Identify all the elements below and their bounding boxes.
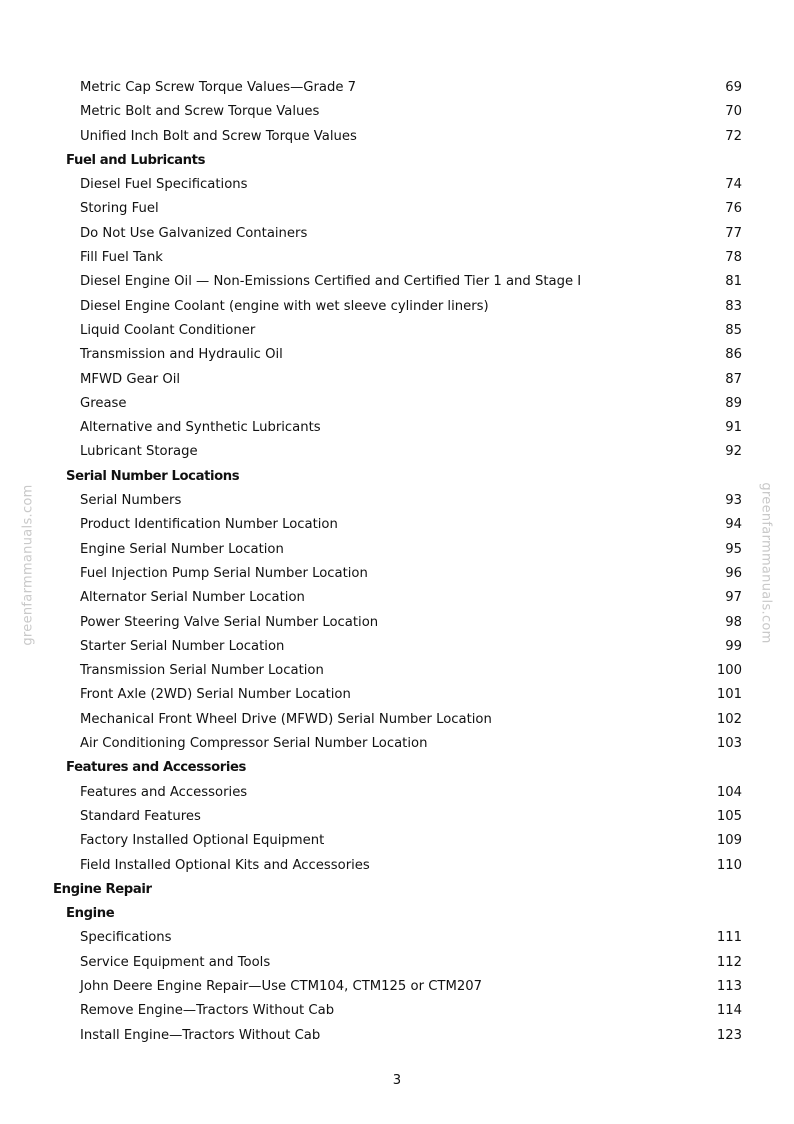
toc-entry[interactable]: [0, 538, 794, 562]
toc-entry[interactable]: [0, 829, 794, 853]
toc-entry-title: Field Installed Optional Kits and Accessories: [80, 857, 370, 873]
toc-entry-page-number: 105: [716, 808, 742, 824]
toc-entry-page-number: 72: [725, 128, 742, 144]
toc-entry-page-number: 76: [725, 201, 742, 217]
toc-entry-page-number: 83: [725, 298, 742, 314]
toc-entry[interactable]: [0, 1024, 794, 1048]
toc-entry-title: Diesel Engine Coolant (engine with wet sleeve cylinder liners): [80, 298, 489, 314]
toc-entry-page-number: 81: [725, 274, 742, 290]
toc-entry[interactable]: [0, 368, 794, 392]
watermark-right: greenfarmmanuals.com: [758, 482, 774, 644]
toc-entry-page-number: 98: [725, 614, 742, 630]
toc-entry-title: Power Steering Valve Serial Number Location: [80, 614, 379, 630]
toc-entry[interactable]: [0, 416, 794, 440]
toc-entry-title: Install Engine—Tractors Without Cab: [80, 1027, 321, 1043]
toc-entry-page-number: 110: [716, 857, 742, 873]
toc-entry-page-number: 113: [716, 978, 742, 994]
toc-section-heading: [0, 756, 794, 780]
toc-entry-title: Engine: [66, 906, 115, 922]
toc-entry-title: Storing Fuel: [80, 201, 159, 217]
toc-entry-page-number: 70: [725, 104, 742, 120]
toc-entry-page-number: 69: [725, 80, 742, 95]
toc-entry-title: Specifications: [80, 930, 172, 946]
toc-entry[interactable]: [0, 100, 794, 124]
toc-entry-title: MFWD Gear Oil: [80, 371, 181, 387]
toc-entry-title: Alternator Serial Number Location: [80, 590, 305, 606]
toc-entry[interactable]: [0, 319, 794, 343]
toc-entry-title: Do Not Use Galvanized Containers: [80, 225, 308, 241]
toc-entry-page-number: 87: [725, 371, 742, 387]
toc-entry-title: Liquid Coolant Conditioner: [80, 322, 256, 338]
toc-entry-title: Diesel Engine Oil — Non-Emissions Certified and Certified Tier 1 and Stage I: [80, 274, 582, 290]
toc-entry-title: Factory Installed Optional Equipment: [80, 833, 325, 849]
toc-entry-page-number: 92: [725, 444, 742, 460]
toc-entry-title: Engine Repair: [53, 881, 152, 897]
toc-entry-title: John Deere Engine Repair—Use CTM104, CTM125 or CTM207: [80, 978, 483, 994]
toc-entry-page-number: 112: [716, 954, 742, 970]
toc-entry[interactable]: [0, 440, 794, 464]
toc-entry[interactable]: [0, 343, 794, 367]
toc-entry-title: Features and Accessories: [66, 760, 246, 776]
toc-entry-title: Fill Fuel Tank: [80, 250, 163, 266]
toc-entry-page-number: 91: [725, 420, 742, 436]
toc-entry-title: Remove Engine—Tractors Without Cab: [80, 1003, 335, 1019]
toc-entry[interactable]: [0, 951, 794, 975]
toc-entry-page-number: 104: [716, 784, 742, 800]
toc-entry-title: Starter Serial Number Location: [80, 638, 285, 654]
toc-entry-page-number: 86: [725, 347, 742, 363]
watermark-left: greenfarmmanuals.com: [20, 484, 36, 646]
toc-entry[interactable]: [0, 975, 794, 999]
toc-entry-page-number: 123: [716, 1027, 742, 1043]
toc-entry-page-number: 97: [725, 590, 742, 606]
toc-entry-title: Unified Inch Bolt and Screw Torque Values: [80, 128, 357, 144]
toc-entry-page-number: 114: [716, 1003, 742, 1019]
toc-entry-page-number: 96: [725, 565, 742, 581]
toc-entry-page-number: 85: [725, 322, 742, 338]
toc-entry-page-number: 95: [725, 541, 742, 557]
toc-entry-title: Front Axle (2WD) Serial Number Location: [80, 687, 351, 703]
toc-entry[interactable]: [0, 683, 794, 707]
toc-entry[interactable]: [0, 270, 794, 294]
toc-section-heading: [0, 149, 794, 173]
toc-entry-title: Alternative and Synthetic Lubricants: [80, 420, 321, 436]
toc-entry[interactable]: [0, 197, 794, 221]
toc-entry[interactable]: [0, 781, 794, 805]
toc-entry[interactable]: [0, 222, 794, 246]
toc-entry-title: Product Identification Number Location: [80, 517, 338, 533]
toc-entry-page-number: 78: [725, 250, 742, 266]
toc-entry[interactable]: [0, 513, 794, 537]
toc-entry[interactable]: [0, 659, 794, 683]
toc-entry[interactable]: [0, 392, 794, 416]
toc-entry-title: Lubricant Storage: [80, 444, 198, 460]
toc-entry[interactable]: [0, 999, 794, 1023]
toc-entry-page-number: 77: [725, 225, 742, 241]
toc-entry[interactable]: [0, 173, 794, 197]
toc-entry-page-number: 109: [716, 833, 742, 849]
toc-entry[interactable]: [0, 246, 794, 270]
toc-section-heading: [0, 465, 794, 489]
toc-entry-page-number: 93: [725, 493, 742, 509]
toc-entry-title: Grease: [80, 395, 127, 411]
toc-entry-title: Fuel Injection Pump Serial Number Location: [80, 565, 368, 581]
toc-entry[interactable]: [0, 708, 794, 732]
toc-entry-title: Diesel Fuel Specifications: [80, 177, 248, 193]
toc-entry-title: Engine Serial Number Location: [80, 541, 284, 557]
toc-entry[interactable]: [0, 926, 794, 950]
toc-entry[interactable]: [0, 854, 794, 878]
toc-entry-page-number: 74: [725, 177, 742, 193]
toc-entry-title: Metric Bolt and Screw Torque Values: [80, 104, 320, 120]
table-of-contents: [0, 76, 794, 1048]
toc-entry-page-number: 94: [725, 517, 742, 533]
toc-entry-title: Serial Numbers: [80, 493, 182, 509]
toc-entry-title: Mechanical Front Wheel Drive (MFWD) Serial Number Location: [80, 711, 492, 727]
toc-entry-title: Service Equipment and Tools: [80, 954, 271, 970]
page-number: 3: [392, 1073, 402, 1088]
toc-entry[interactable]: [0, 125, 794, 149]
toc-entry[interactable]: [0, 295, 794, 319]
toc-entry-title: Fuel and Lubricants: [66, 152, 206, 168]
toc-entry-page-number: 103: [716, 736, 742, 752]
toc-entry[interactable]: [0, 611, 794, 635]
toc-section-heading: [0, 878, 794, 902]
toc-entry-title: Air Conditioning Compressor Serial Number Location: [80, 736, 428, 752]
toc-entry[interactable]: [0, 562, 794, 586]
toc-entry-page-number: 102: [716, 711, 742, 727]
toc-entry-page-number: 89: [725, 395, 742, 411]
toc-entry[interactable]: [0, 489, 794, 513]
toc-entry[interactable]: [0, 732, 794, 756]
toc-entry-title: Features and Accessories: [80, 784, 248, 800]
toc-section-heading: [0, 902, 794, 926]
toc-entry-page-number: 99: [725, 638, 742, 654]
toc-entry[interactable]: [0, 76, 794, 100]
toc-entry[interactable]: [0, 586, 794, 610]
toc-entry-title: Standard Features: [80, 808, 201, 824]
toc-entry[interactable]: [0, 635, 794, 659]
toc-entry-title: Serial Number Locations: [66, 468, 240, 484]
toc-entry[interactable]: [0, 805, 794, 829]
toc-entry-title: Transmission and Hydraulic Oil: [80, 347, 283, 363]
toc-entry-title: Transmission Serial Number Location: [80, 663, 324, 679]
toc-entry-page-number: 100: [716, 663, 742, 679]
toc-entry-page-number: 101: [716, 687, 742, 703]
toc-entry-page-number: 111: [716, 930, 742, 946]
toc-entry-title: Metric Cap Screw Torque Values—Grade 7: [80, 80, 357, 95]
